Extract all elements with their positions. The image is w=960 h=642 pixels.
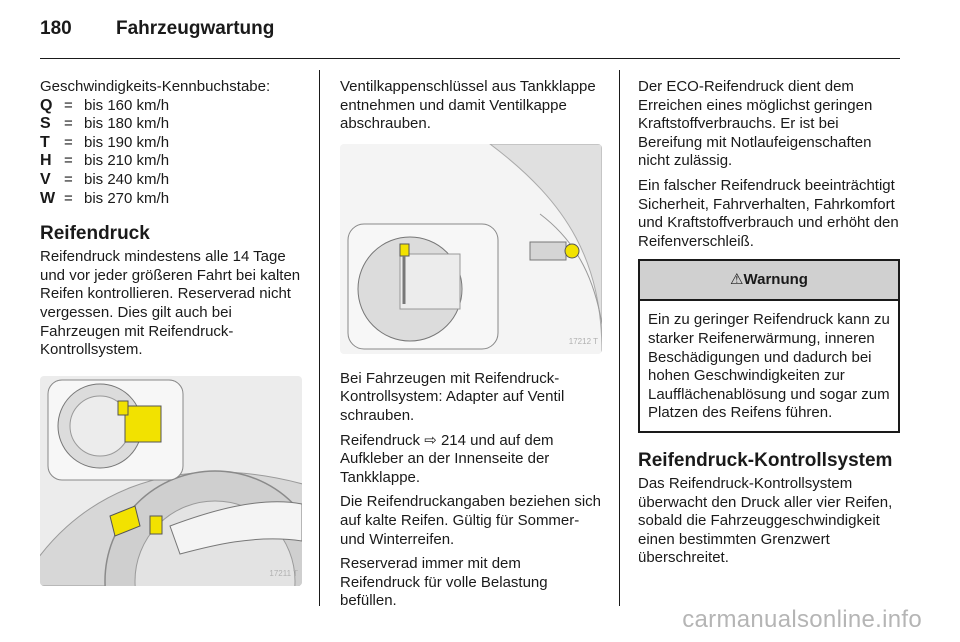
- speed-value: bis 180 km/h: [84, 115, 170, 133]
- speed-row: [40, 190, 302, 209]
- speed-equals: =: [64, 115, 73, 133]
- reifendruck-paragraph: Reifendruck mindestens alle 14 Tage und vor jeder größeren Fahrt bei kalten Reifen kontrollieren. Reserverad nicht vergessen. Dies gilt auch bei Fahrzeugen mit Reifendruck-Kontrollsystem.: [40, 248, 301, 359]
- speed-letter: H: [40, 152, 52, 170]
- speed-row: [40, 152, 302, 171]
- speed-row: [40, 115, 302, 134]
- speed-letter: T: [40, 133, 50, 151]
- figure-number: 17211 T: [269, 569, 298, 579]
- speed-letter: S: [40, 115, 51, 133]
- speed-row: [40, 134, 302, 153]
- tire-inflation-illustration: [40, 376, 302, 586]
- speed-equals: =: [64, 96, 73, 114]
- speed-value: bis 160 km/h: [84, 96, 170, 114]
- speed-value: bis 240 km/h: [84, 170, 170, 188]
- column-divider-1: [319, 70, 320, 606]
- speed-intro: Geschwindigkeits-Kennbuchstabe:: [40, 78, 271, 95]
- speed-letter: V: [40, 170, 51, 188]
- speed-equals: =: [64, 170, 73, 188]
- speed-letter: W: [40, 189, 56, 207]
- warning-icon: ⚠: [730, 271, 744, 289]
- cold-tires-paragraph: Die Reifendruckangaben beziehen sich auf kalte Reifen. Gültig für Sommer- und Winterreifen.: [340, 493, 602, 548]
- speed-table: [40, 97, 302, 209]
- eco-pressure-paragraph: Der ECO-Reifendruck dient dem Erreichen eines möglichst geringen Kraftstoffverbrauchs. Er ist bei Bereifung mit Notlaufeigenschaften nicht zulässig.: [638, 78, 873, 170]
- warning-title: Warnung: [743, 271, 808, 289]
- kontrollsystem-paragraph: Das Reifendruck-Kontrollsystem überwacht den Druck aller vier Reifen, sobald die Fahrzeuggeschwindigkeit einen bestimmten Grenzwert überschreitet.: [638, 474, 893, 567]
- speed-value: bis 210 km/h: [84, 152, 170, 170]
- page-number: 180: [40, 18, 72, 39]
- section-heading-kontrollsystem: Reifendruck-Kontrollsystem: [638, 449, 893, 471]
- page-title: Fahrzeugwartung: [116, 18, 275, 39]
- column-1: [40, 78, 302, 586]
- speed-value: bis 190 km/h: [84, 133, 170, 151]
- speed-letter: Q: [40, 96, 53, 114]
- header-rule: [40, 58, 900, 59]
- speed-equals: =: [64, 152, 73, 170]
- watermark: carmanualsonline.info: [682, 606, 922, 633]
- pressure-reference-paragraph: Reifendruck ⇨ 214 und auf dem Aufkleber an der Innenseite der Tankklappe.: [340, 431, 554, 486]
- speed-row: [40, 171, 302, 190]
- warning-box: [638, 259, 900, 433]
- speed-row: [40, 97, 302, 116]
- column-2: [340, 78, 602, 617]
- valve-adapter-illustration: [340, 144, 602, 354]
- speed-value: bis 270 km/h: [84, 189, 170, 207]
- speed-equals: =: [64, 189, 73, 207]
- valve-cap-paragraph: Ventilkappenschlüssel aus Tankklappe entnehmen und damit Ventilkappe abschrauben.: [340, 78, 596, 133]
- spare-wheel-paragraph: Reserverad immer mit dem Reifendruck für volle Belastung befüllen.: [340, 555, 548, 610]
- adapter-paragraph: Bei Fahrzeugen mit Reifendruck-Kontrollsystem: Adapter auf Ventil schrauben.: [340, 369, 565, 424]
- wrong-pressure-paragraph: Ein falscher Reifendruck beeinträchtigt Sicherheit, Fahrverhalten, Fahrkomfort und Kraftstoffverbrauch und erhöht den Reifenverschleiß.: [638, 176, 899, 250]
- warning-header: [640, 261, 898, 301]
- speed-equals: =: [64, 133, 73, 151]
- column-3: [638, 78, 900, 574]
- figure-number: 17212 T: [568, 337, 598, 347]
- section-heading-reifendruck: Reifendruck: [40, 223, 150, 245]
- column-divider-2: [619, 70, 620, 606]
- warning-text: Ein zu geringer Reifendruck kann zu starker Reifenerwärmung, inneren Beschädigungen und dadurch bei hohen Geschwindigkeiten zur Laufflächenablösung und sogar zum Platzen des Reifens führen.: [648, 311, 890, 422]
